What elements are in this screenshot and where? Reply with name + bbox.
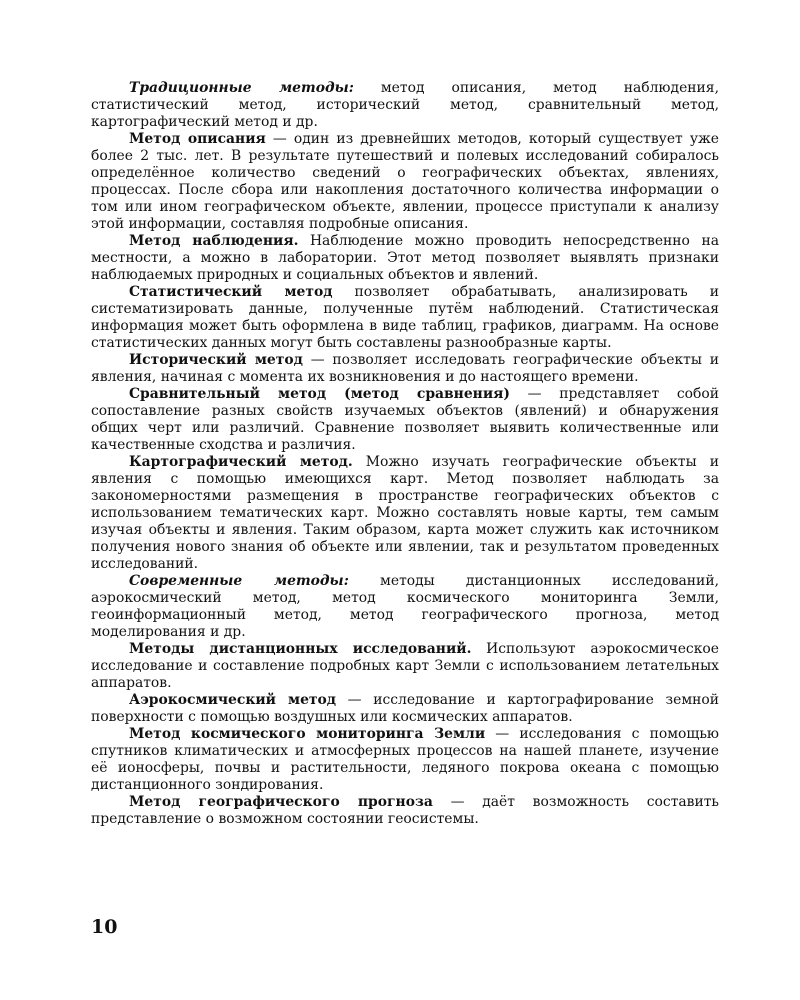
term-heading: Статистический метод: [129, 284, 333, 300]
paragraph-text: — исследование и картографирование земной поверхности с помощью воздушных или космических аппаратов.: [91, 692, 720, 725]
paragraph-text: — представляет собой сопоставление разных свойств изучаемых объектов (явлений) и обнаружения общих черт или различий. Сравнение позволяет выявить количественные или качественные сходства и различия.: [91, 386, 720, 453]
paragraph-text: Наблюдение можно проводить непосредственно на местности, а можно в лаборатории. Этот метод позволяет выявлять признаки наблюдаемых природных и социальных объектов и явлений.: [91, 233, 719, 283]
paragraph-text: — исследования с помощью спутников климатических и атмосферных процессов на нашей планете, изучение её ионосферы, почвы и растительности, ледяного покрова океана с помощью дистанционного зондирования.: [91, 726, 719, 793]
paragraph-text: Можно изучать географические объекты и явления с помощью имеющихся карт. Метод позволяет наблюдать за закономерностями размещения в пространстве географических объектов с использованием тематических карт. Можно составлять новые карты, тем самым изучая объекты и явления. Таким образом, карта может служить как источником получения нового знания об объекте или явлении, так и результатом проведенных исследований.: [91, 454, 719, 572]
term-heading: Традиционные методы:: [129, 80, 354, 96]
paragraph-text: — позволяет исследовать географические объекты и явления, начиная с момента их возникновения и до настоящего времени.: [91, 352, 719, 385]
paragraph-observation-method: [91, 233, 719, 284]
page-number: 10: [91, 916, 118, 938]
paragraph-description-method: [91, 131, 719, 233]
term-heading: Сравнительный метод (метод сравнения): [129, 386, 510, 402]
term-heading: Современные методы:: [129, 573, 349, 589]
paragraph-historical-method: [91, 352, 719, 386]
paragraph-text: — один из древнейших методов, который существует уже более 2 тыс. лет. В результате путешествий и полевых исследований собиралось определённое количество сведений о географических объектах, явлениях, процессах. После сбора или накопления достаточного количества информации о том или ином географическом объекте, явлении, процессе приступали к анализу этой информации, составляя подробные описания.: [91, 131, 719, 232]
term-heading: Метод географического прогноза: [129, 794, 433, 810]
term-heading: Метод космического мониторинга Земли: [129, 726, 486, 742]
term-heading: Метод описания: [129, 131, 266, 147]
paragraph-modern-methods: [91, 573, 719, 641]
paragraph-statistical-method: [91, 284, 719, 352]
term-heading: Картографический метод.: [129, 454, 353, 470]
term-heading: Методы дистанционных исследований.: [129, 641, 472, 657]
term-heading: Метод наблюдения.: [129, 233, 299, 249]
paragraph-comparative-method: [91, 386, 719, 454]
paragraph-traditional-methods: [91, 80, 719, 131]
paragraph-forecast-method: [91, 794, 719, 828]
paragraph-remote-sensing-methods: [91, 641, 719, 692]
paragraph-text: Используют аэрокосмическое исследование и составление подробных карт Земли с использованием летательных аппаратов.: [91, 641, 719, 691]
term-heading: Исторический метод: [129, 352, 303, 368]
paragraph-text: метод описания, метод наблюдения, статистический метод, исторический метод, сравнительный метод, картографический метод и др.: [91, 80, 719, 130]
paragraph-space-monitoring-method: [91, 726, 719, 794]
paragraph-text: — даёт возможность составить представление о возможном состоянии геосистемы.: [91, 794, 719, 827]
page-body: [91, 80, 719, 828]
paragraph-aerospace-method: [91, 692, 719, 726]
paragraph-text: методы дистанционных исследований, аэрокосмический метод, метод космического мониторинга Земли, геоинформационный метод, метод географического прогноза, метод моделирования и др.: [91, 573, 719, 640]
paragraph-cartographic-method: [91, 454, 719, 573]
term-heading: Аэрокосмический метод: [129, 692, 337, 708]
paragraph-text: позволяет обрабатывать, анализировать и систематизировать данные, полученные путём наблюдений. Статистическая информация может быть оформлена в виде таблиц, графиков, диаграмм. На основе статистических данных могут быть составлены разнообразные карты.: [91, 284, 719, 351]
